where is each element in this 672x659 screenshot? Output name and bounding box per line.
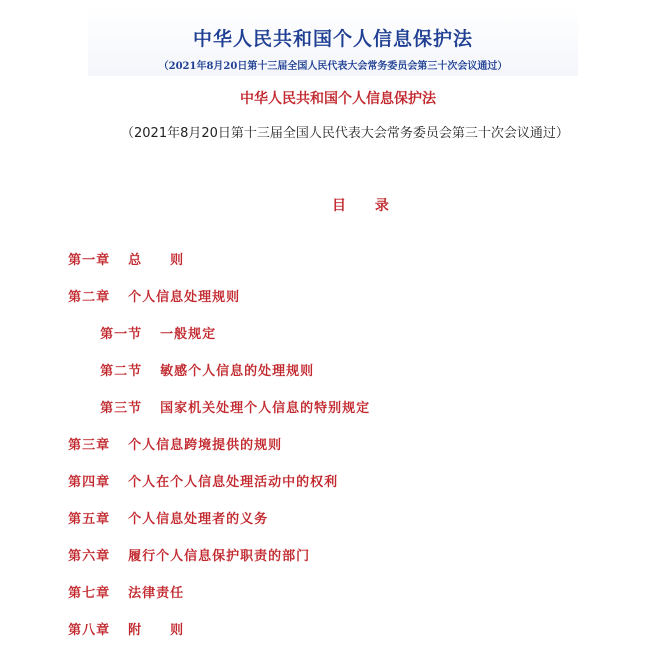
toc-item-title: 法律责任 — [128, 586, 185, 601]
toc-item-title: 履行个人信息保护职责的部门 — [128, 549, 311, 564]
toc-item-chapter-4[interactable] — [57, 456, 338, 490]
toc-item-chapter-8[interactable] — [57, 604, 184, 638]
toc-item-number: 第三章 — [68, 438, 111, 453]
toc-item-number: 第五章 — [68, 512, 111, 527]
toc-item-chapter-3[interactable] — [57, 419, 282, 453]
toc-item-title: 个人信息处理规则 — [128, 290, 241, 305]
toc-item-title: 个人信息处理者的义务 — [128, 512, 269, 527]
toc-item-chapter-7[interactable] — [57, 567, 184, 601]
toc-item-section-2[interactable] — [89, 345, 314, 379]
toc-item-title: 个人在个人信息处理活动中的权利 — [128, 475, 339, 490]
toc-item-number: 第二节 — [100, 364, 143, 379]
toc-item-chapter-6[interactable] — [57, 530, 310, 564]
toc-item-chapter-2[interactable] — [57, 271, 240, 305]
toc-item-title: 一般规定 — [160, 327, 217, 342]
toc-item-title: 个人信息跨境提供的规则 — [128, 438, 283, 453]
toc-item-title: 国家机关处理个人信息的特别规定 — [160, 401, 371, 416]
toc-item-title: 总 则 — [128, 253, 185, 268]
toc-item-section-3[interactable] — [89, 382, 370, 416]
law-banner — [88, 6, 578, 76]
toc-item-chapter-5[interactable] — [57, 493, 268, 527]
toc-item-title: 附 则 — [128, 623, 185, 638]
toc-item-section-1[interactable] — [89, 308, 216, 342]
toc-item-number: 第一节 — [100, 327, 143, 342]
toc-item-number: 第一章 — [68, 253, 111, 268]
toc-heading: 目 录 — [332, 198, 389, 214]
toc-item-title: 敏感个人信息的处理规则 — [160, 364, 315, 379]
toc-item-number: 第七章 — [68, 586, 111, 601]
toc-item-number: 第二章 — [68, 290, 111, 305]
document-title: 中华人民共和国个人信息保护法 — [240, 91, 436, 107]
toc-item-chapter-1[interactable] — [57, 234, 184, 268]
toc-item-number: 第八章 — [68, 623, 111, 638]
toc-item-number: 第六章 — [68, 549, 111, 564]
toc-item-number: 第四章 — [68, 475, 111, 490]
document-subtitle: （2021年8月20日第十三届全国人民代表大会常务委员会第三十次会议通过） — [121, 126, 569, 141]
banner-subtitle: （2021年8月20日第十三届全国人民代表大会常务委员会第三十次会议通过） — [158, 61, 508, 72]
toc-item-number: 第三节 — [100, 401, 143, 416]
banner-title: 中华人民共和国个人信息保护法 — [192, 28, 473, 50]
